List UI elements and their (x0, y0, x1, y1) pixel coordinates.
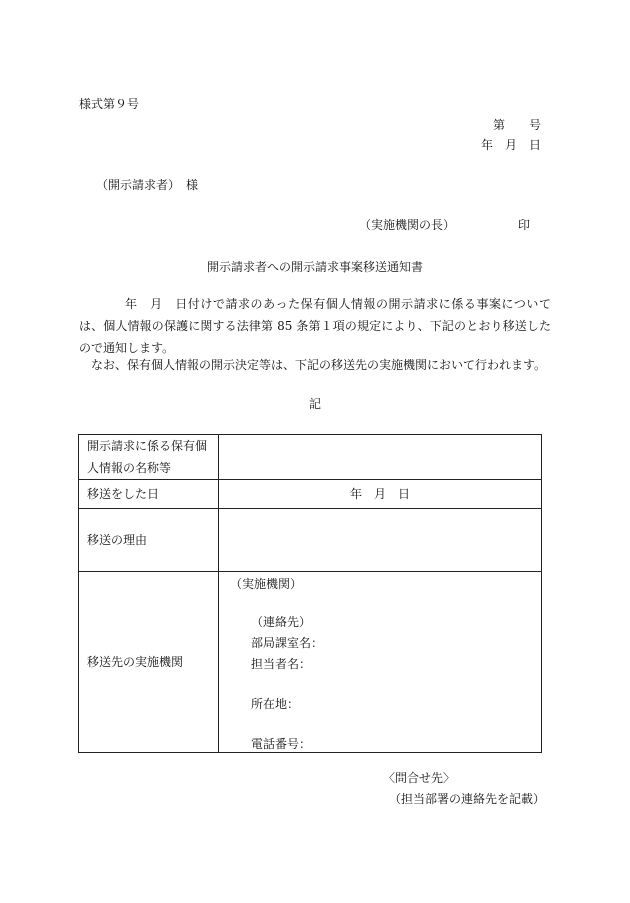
form-number: 様式第９号 (79, 97, 140, 111)
body-paragraph-1: 年 月 日付けで請求のあった保有個人情報の開示請求に係る事案については、個人情報の保護に関する法律第 85 条第１項の規定により、下記のとおり移送したので通知します。 (79, 297, 551, 355)
table-row (79, 572, 542, 753)
document-date: 年 月 日 (481, 138, 542, 152)
contact-label: （連絡先） (251, 615, 312, 629)
issuer: （実施機関の長） (359, 218, 456, 232)
row-label-info-name: 開示請求に係る保有個人情報の名称等 (79, 435, 219, 480)
row-label-destination: 移送先の実施機関 (79, 572, 219, 753)
row-label-transfer-reason: 移送の理由 (79, 509, 219, 572)
transfer-table (78, 434, 542, 753)
inquiry-heading: 〈問合せ先〉 (383, 771, 456, 785)
destination-cell (219, 572, 542, 753)
ki-heading: 記 (309, 397, 322, 411)
table-row (79, 509, 542, 572)
phone-label: 電話番号： (251, 737, 312, 751)
seal-mark: 印 (518, 218, 531, 232)
document-title: 開示請求者への開示請求事案移送通知書 (207, 260, 424, 274)
inquiry-note: （担当部署の連絡先を記載） (389, 792, 546, 806)
destination-org-label: （実施機関） (230, 577, 303, 591)
row-label-transfer-date: 移送をした日 (79, 480, 219, 509)
dept-label: 部局課室名： (251, 636, 324, 650)
person-label: 担当者名： (251, 657, 312, 671)
info-name-cell (219, 435, 542, 480)
transfer-date-value: 年 月 日 (219, 480, 542, 509)
body-paragraph-2: なお、保有個人情報の開示決定等は、下記の移送先の実施機関において行われます。 (91, 358, 547, 372)
transfer-reason-cell (219, 509, 542, 572)
recipient: （開示請求者） 様 (96, 178, 199, 192)
address-label: 所在地： (251, 697, 300, 711)
table-row (79, 480, 542, 509)
document-number: 第 号 (493, 118, 542, 132)
table-row (79, 435, 542, 480)
